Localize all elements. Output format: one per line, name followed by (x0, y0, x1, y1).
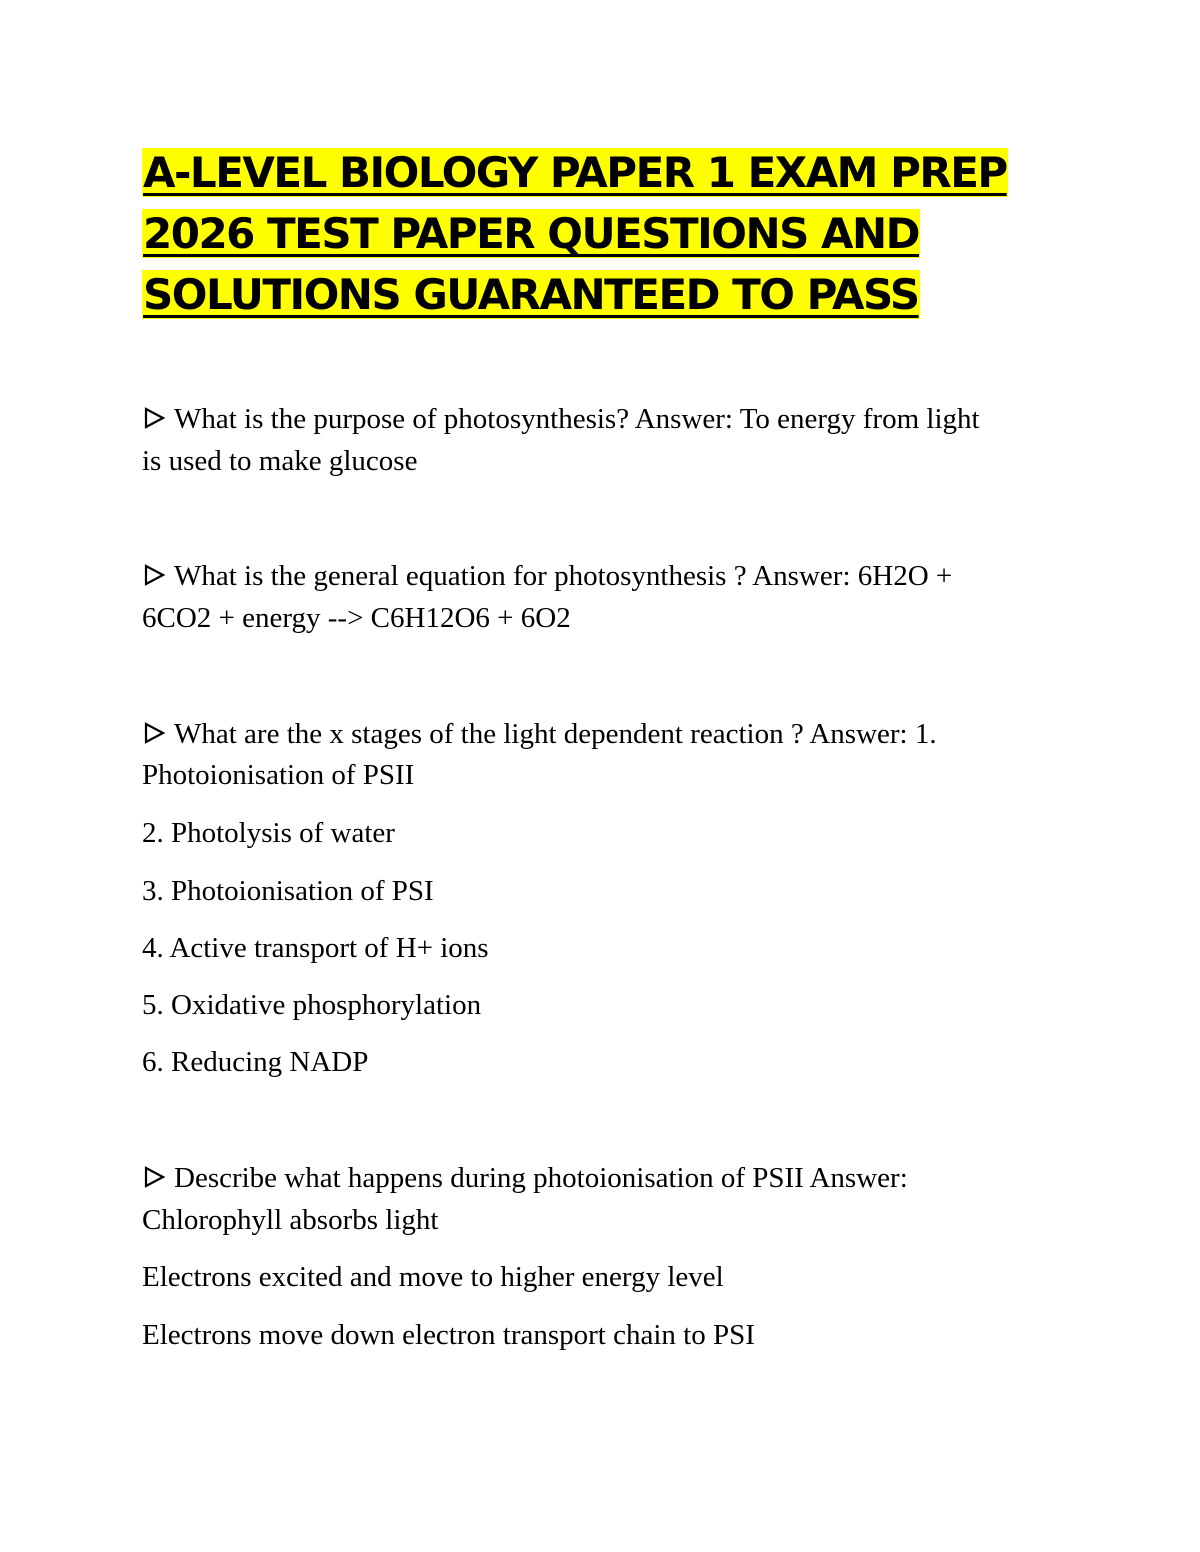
answer-3-line-4: 4. Active transport of H+ ions (142, 932, 489, 964)
title-text-3: SOLUTIONS GUARANTEED TO PASS (143, 270, 919, 319)
question-1-text: What is the purpose of photosynthesis? Answer: To energy from light (174, 403, 980, 435)
answer-2-continuation: 6CO2 + energy --> C6H12O6 + 6O2 (142, 602, 571, 634)
question-2-text: What is the general equation for photosynthesis ? Answer: 6H2O + (174, 560, 953, 592)
answer-3-line-6: 6. Reducing NADP (142, 1046, 369, 1078)
question-4-text: Describe what happens during photoionisation of PSII Answer: (174, 1162, 908, 1194)
question-1 (142, 401, 980, 437)
triangle-outline-icon (142, 721, 166, 745)
title-line-3 (142, 264, 1042, 325)
question-3-text: What are the x stages of the light dependent reaction ? Answer: 1. (174, 718, 937, 750)
answer-1-continuation: is used to make glucose (142, 445, 418, 477)
question-4 (142, 1160, 908, 1196)
triangle-outline-icon (142, 406, 166, 430)
answer-3-continuation: Photoionisation of PSII (142, 759, 415, 791)
answer-4-line-3: Electrons move down electron transport chain to PSI (142, 1319, 755, 1351)
answer-4-line-2: Electrons excited and move to higher energy level (142, 1261, 724, 1293)
title-line-2 (142, 203, 1042, 264)
answer-4-continuation: Chlorophyll absorbs light (142, 1204, 439, 1236)
document-title (142, 142, 1042, 325)
title-text-1: A-LEVEL BIOLOGY PAPER 1 EXAM PREP (143, 148, 1007, 197)
question-2 (142, 558, 952, 594)
question-3 (142, 716, 937, 752)
answer-3-line-3: 3. Photoionisation of PSI (142, 875, 434, 907)
triangle-outline-icon (142, 563, 166, 587)
answer-3-line-5: 5. Oxidative phosphorylation (142, 989, 482, 1021)
triangle-outline-icon (142, 1165, 166, 1189)
title-line-1 (142, 142, 1042, 203)
answer-3-line-2: 2. Photolysis of water (142, 817, 395, 849)
title-text-2: 2026 TEST PAPER QUESTIONS AND (143, 209, 920, 258)
